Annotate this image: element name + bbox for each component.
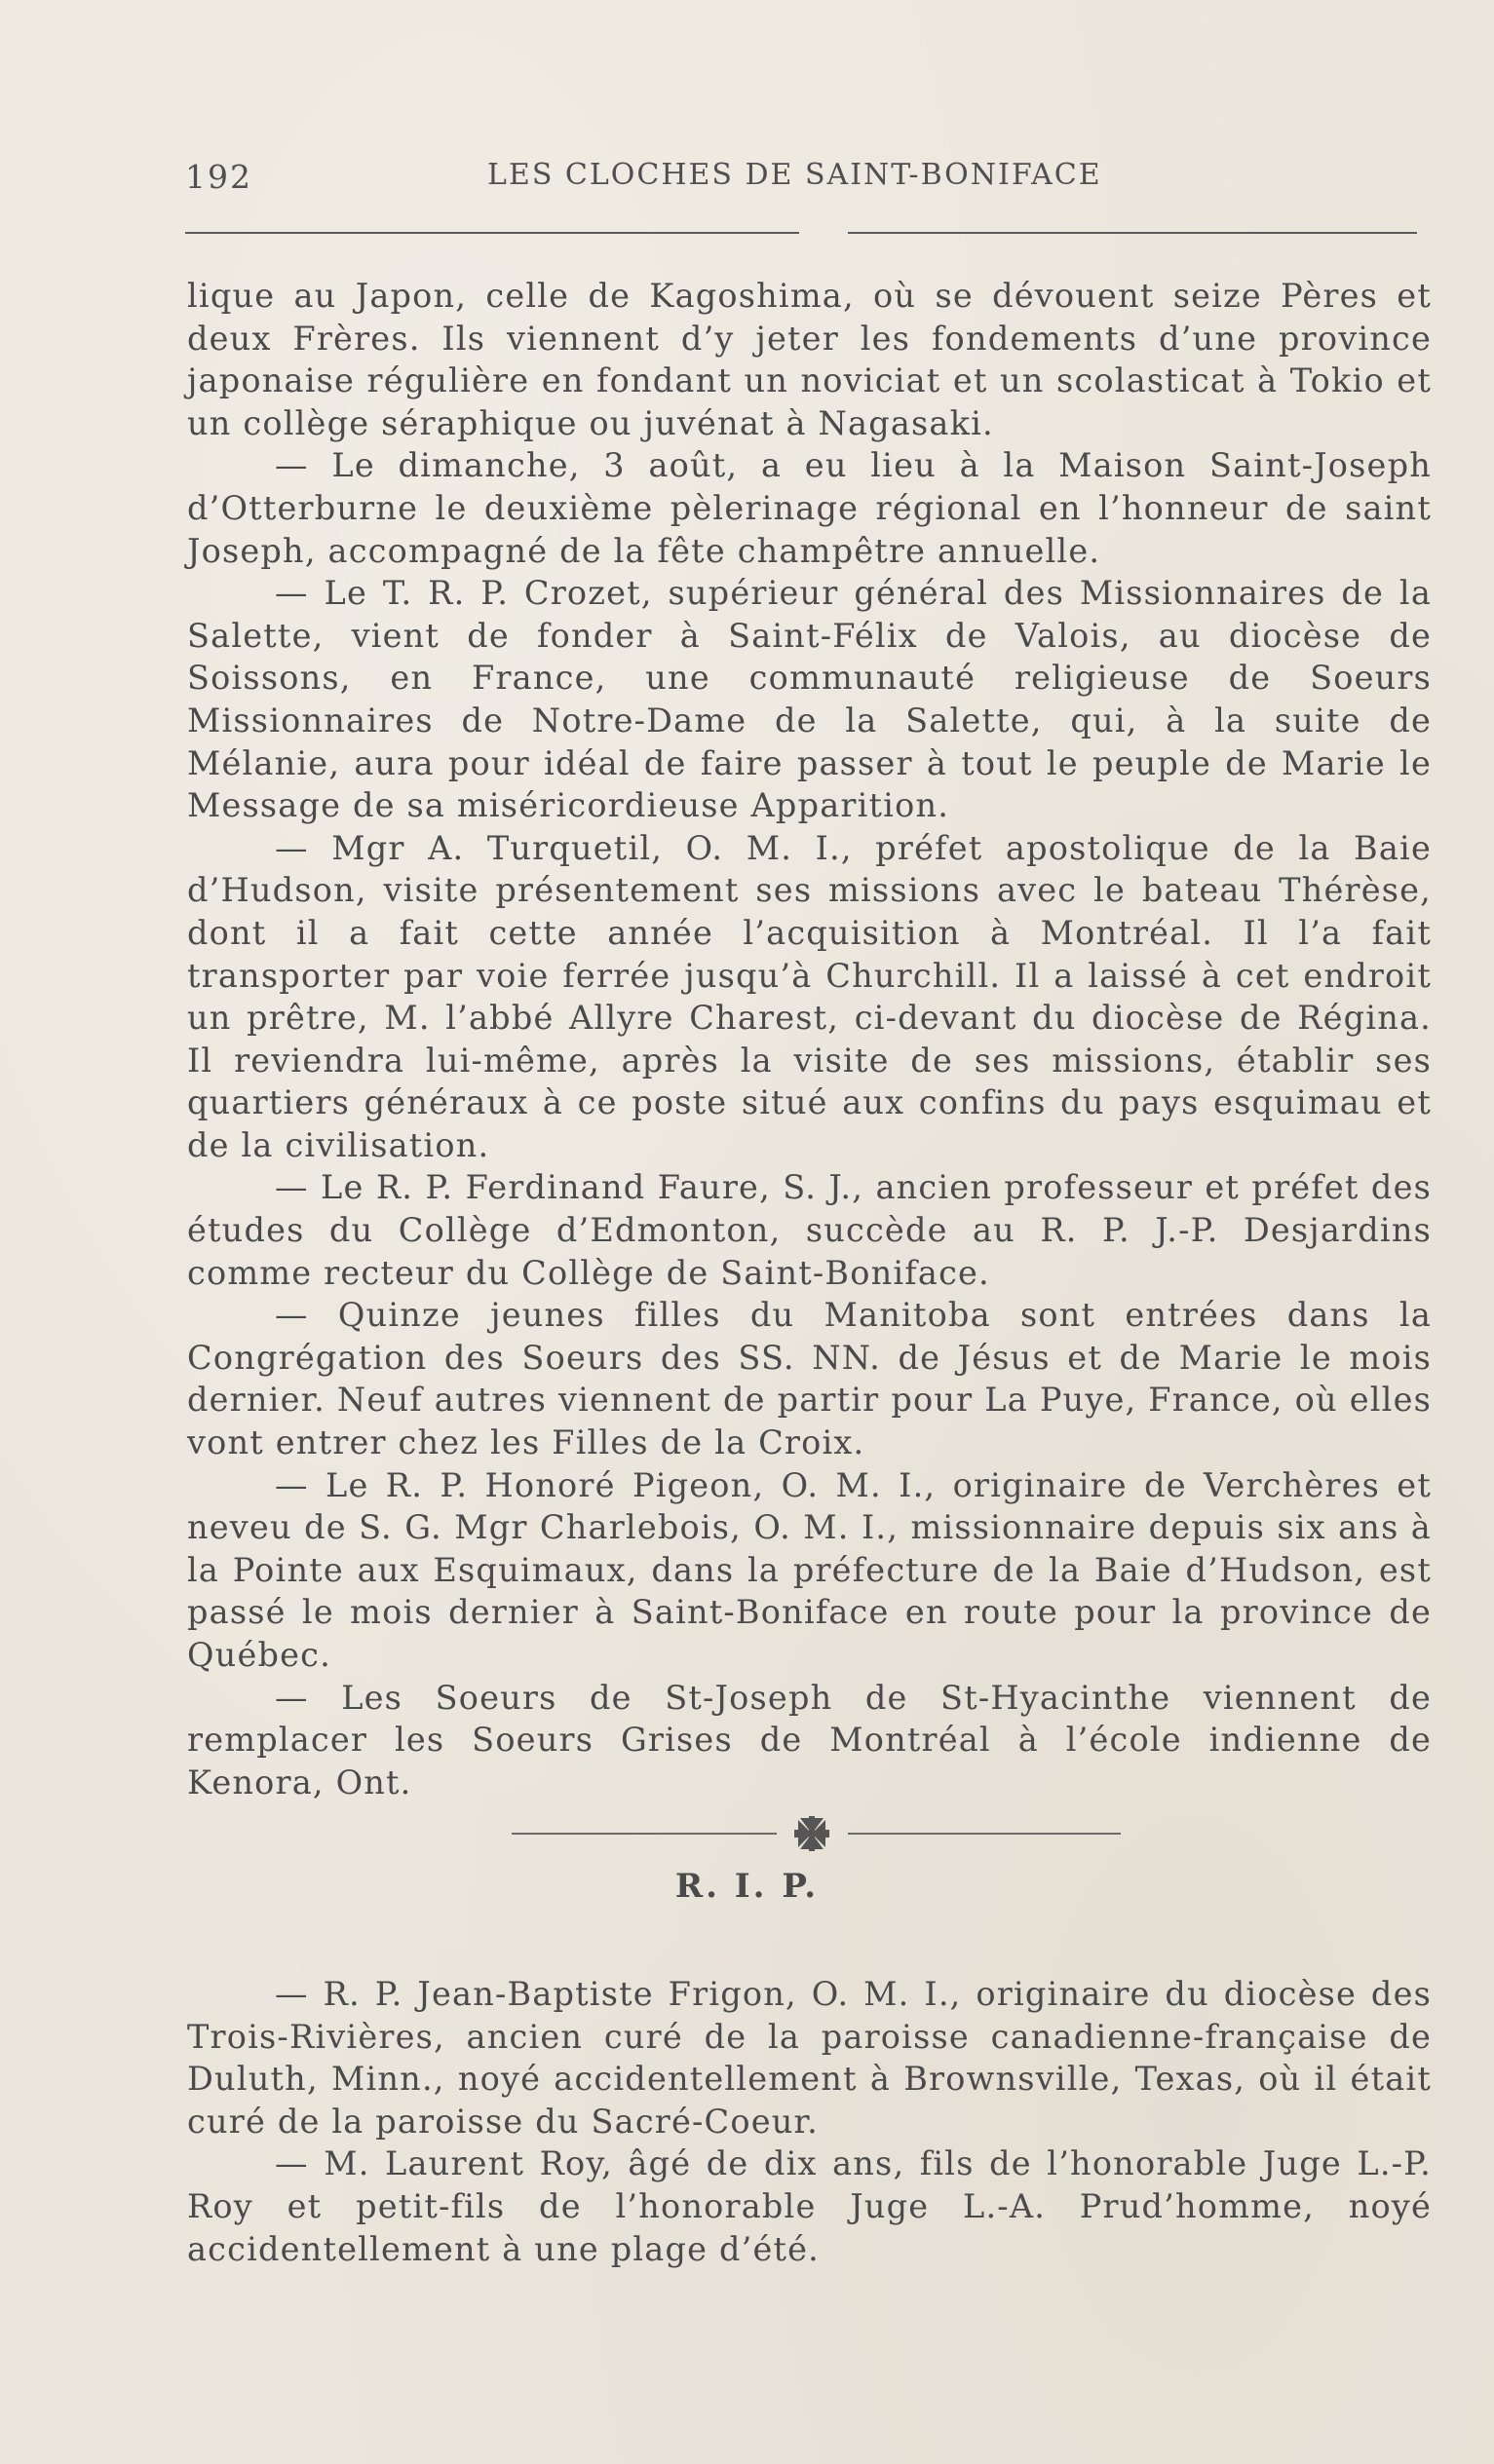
news-body [187,275,1432,1803]
paragraph: — Le R. P. Ferdinand Faure, S. J., ancien professeur et préfet des études du Collège d’Edmonton, succède au R. P. J.-P. Desjardins comme recteur du Collège de Saint-Boniface. [187,1168,1432,1292]
rip-body [187,1973,1432,2270]
running-title: LES CLOCHES DE SAINT-BONIFACE [487,158,1102,192]
maltese-cross-icon [792,1816,831,1851]
page-number: 192 [185,158,252,196]
header-rule-right [848,232,1417,234]
paragraph: — Mgr A. Turquetil, O. M. I., préfet apostolique de la Baie d’Hudson, visite présentement ses missions avec le bateau Thérèse, dont il a fait cette année l’acquisition à Montréal. Il l’a fait transporter par voie ferrée jusqu’à Churchill. Il a laissé à cet endroit un prêtre, M. l’abbé Allyre Charest, ci-devant du diocèse de Régina. Il reviendra lui-même, après la visite de ses missions, établir ses quartiers généraux à ce poste situé aux confins du pays esquimau et de la civilisation. [187,828,1432,1164]
separator-line-left [512,1833,777,1835]
paragraph: — Le R. P. Honoré Pigeon, O. M. I., originaire de Verchères et neveu de S. G. Mgr Charlebois, O. M. I., missionnaire depuis six ans à la Pointe aux Esquimaux, dans la préfecture de la Baie d’Hudson, est passé le mois dernier à Saint-Boniface en route pour la province de Québec. [187,1465,1432,1674]
separator-line-right [848,1833,1121,1835]
paragraph: — Les Soeurs de St-Joseph de St-Hyacinthe viennent de remplacer les Soeurs Grises de Montréal à l’école indienne de Kenora, Ont. [187,1678,1432,1801]
paragraph: — Le dimanche, 3 août, a eu lieu à la Maison Saint-Joseph d’Otterburne le deuxième pèlerinage régional en l’honneur de saint Joseph, accompagné de la fête champêtre annuelle. [187,446,1432,570]
paragraph: — R. P. Jean-Baptiste Frigon, O. M. I., originaire du diocèse des Trois-Rivières, ancien curé de la paroisse canadienne-française de Duluth, Minn., noyé accidentellement à Brownsville, Texas, où il était curé de la paroisse du Sacré-Coeur. [187,1975,1432,2141]
paragraph: — M. Laurent Roy, âgé de dix ans, fils de l’honorable Juge L.-P. Roy et petit-fils de l’honorable Juge L.-A. Prud’homme, noyé accidentellement à une plage d’été. [187,2144,1432,2268]
page-header [185,154,1418,203]
rip-section-title: R. I. P. [674,1867,820,1906]
paragraph: — Quinze jeunes filles du Manitoba sont entrées dans la Congrégation des Soeurs des SS. NN. de Jésus et de Marie le mois dernier. Neuf autres viennent de partir pour La Puye, France, où elles vont entrer chez les Filles de la Croix. [187,1296,1432,1462]
paragraph: — Le T. R. P. Crozet, supérieur général des Missionnaires de la Salette, vient de fonder à Saint-Félix de Valois, au diocèse de Soissons, en France, une communauté religieuse de Soeurs Missionnaires de Notre-Dame de la Salette, qui, à la suite de Mélanie, aura pour idéal de faire passer à tout le peuple de Marie le Message de sa miséricordieuse Apparition. [187,574,1432,825]
header-rule-left [185,232,799,234]
paragraph: lique au Japon, celle de Kagoshima, où se dévouent seize Pères et deux Frères. Ils viennent d’y jeter les fondements d’une province japonaise régulière en fondant un noviciat et un scolasticat à Tokio et un collège séraphique ou juvénat à Nagasaki. [187,277,1432,442]
section-separator [512,1814,1121,1853]
